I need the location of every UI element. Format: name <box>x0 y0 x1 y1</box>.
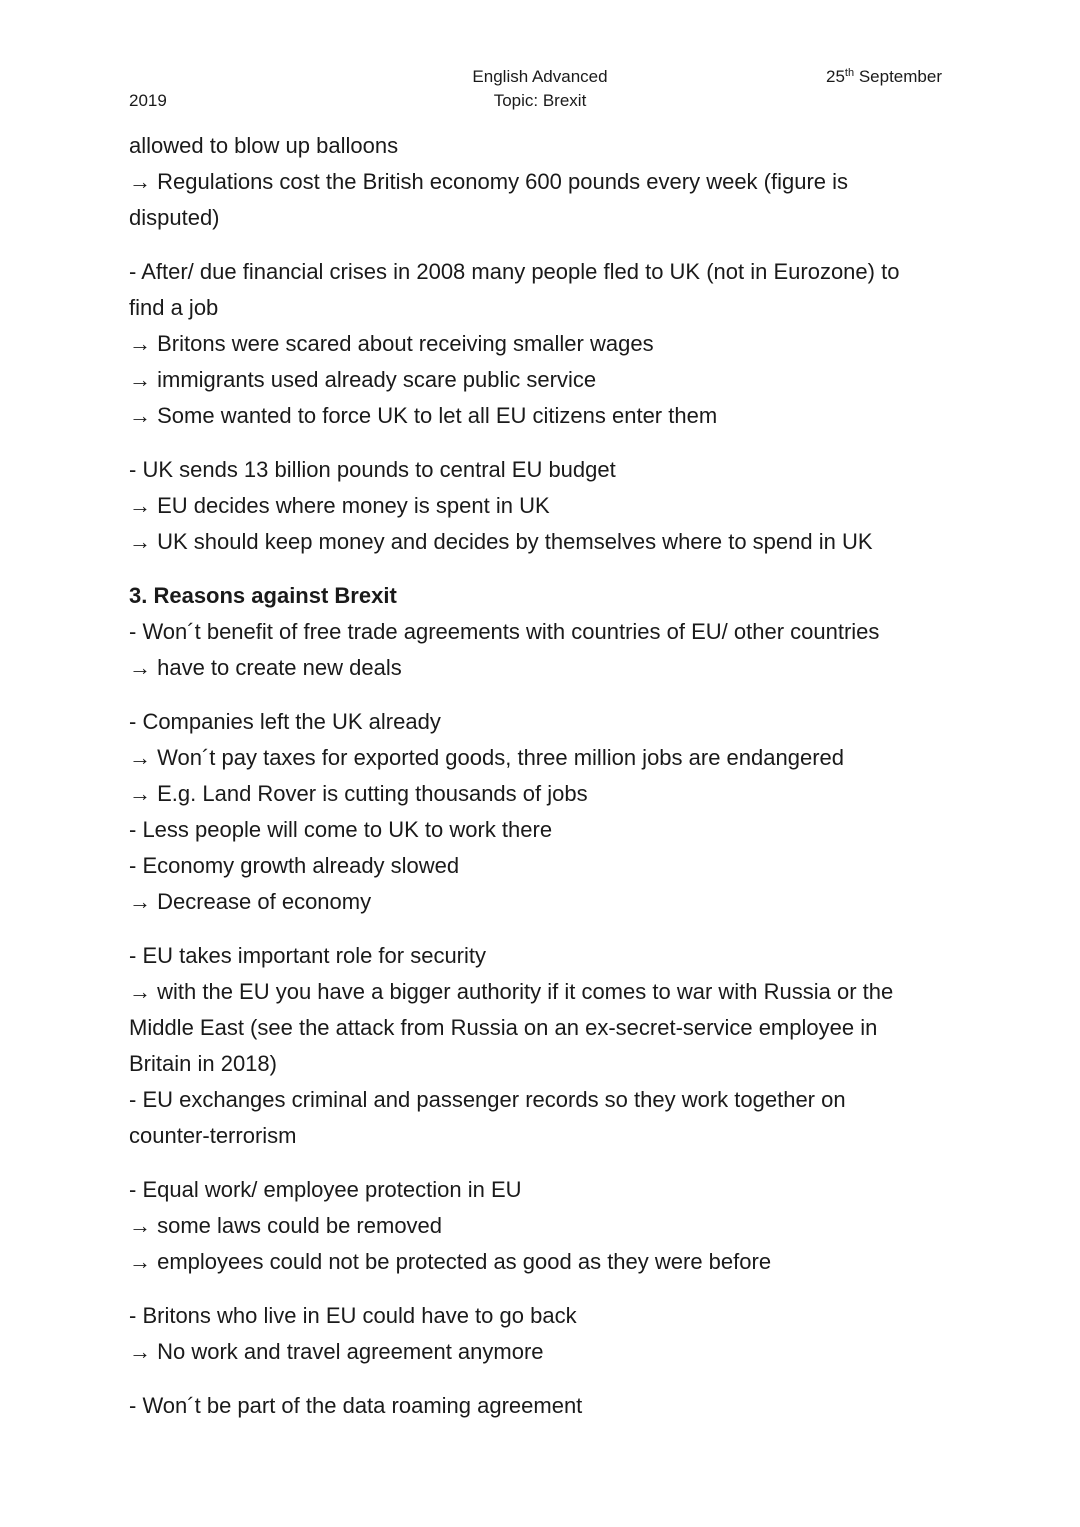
text-line: counter-terrorism <box>129 1123 297 1148</box>
header-year: 2019 <box>129 91 167 110</box>
document-body <box>129 128 959 1424</box>
text-line: find a job <box>129 295 219 320</box>
text-line: → E.g. Land Rover is cutting thousands of jobs <box>129 781 588 806</box>
text-line: → UK should keep money and decides by themselves where to spend in UK <box>129 529 873 554</box>
text-line: Britain in 2018) <box>129 1051 277 1076</box>
text-line: → some laws could be removed <box>129 1213 443 1238</box>
date-month: September <box>854 67 942 86</box>
text-line: - Britons who live in EU could have to go back <box>129 1303 577 1328</box>
text-line: → EU decides where money is spent in UK <box>129 493 550 518</box>
header-title <box>440 65 640 113</box>
text-line: - Won´t benefit of free trade agreements with countries of EU/ other countries <box>129 619 880 644</box>
text-line: - After/ due financial crises in 2008 many people fled to UK (not in Eurozone) to <box>129 259 900 284</box>
text-line: - Economy growth already slowed <box>129 853 460 878</box>
text-line: → immigrants used already scare public service <box>129 367 597 392</box>
text-line: - Less people will come to UK to work there <box>129 817 553 842</box>
text-line: → Decrease of economy <box>129 889 372 914</box>
text-line: disputed) <box>129 205 220 230</box>
text-line: - Won´t be part of the data roaming agreement <box>129 1393 583 1418</box>
text-line: → with the EU you have a bigger authority if it comes to war with Russia or the <box>129 979 894 1004</box>
text-line: → Regulations cost the British economy 600 pounds every week (figure is <box>129 169 849 194</box>
text-line: → employees could not be protected as good as they were before <box>129 1249 772 1274</box>
date-suffix: th <box>844 67 855 79</box>
text-line: - UK sends 13 billion pounds to central EU budget <box>129 457 616 482</box>
date-day: 25 <box>826 67 845 86</box>
course-name: English Advanced <box>472 67 608 86</box>
topic-name: Topic: Brexit <box>493 91 587 110</box>
section-heading: 3. Reasons against Brexit <box>129 583 397 608</box>
text-line: → Some wanted to force UK to let all EU citizens enter them <box>129 403 718 428</box>
text-line: → Won´t pay taxes for exported goods, three million jobs are endangered <box>129 745 844 770</box>
text-line: - EU exchanges criminal and passenger records so they work together on <box>129 1087 846 1112</box>
text-line: - Companies left the UK already <box>129 709 441 734</box>
text-line: allowed to blow up balloons <box>129 133 399 158</box>
text-line: → Britons were scared about receiving smaller wages <box>129 331 654 356</box>
text-line: Middle East (see the attack from Russia on an ex-secret-service employee in <box>129 1015 878 1040</box>
text-line: → No work and travel agreement anymore <box>129 1339 544 1364</box>
text-line: - EU takes important role for security <box>129 943 487 968</box>
text-line: → have to create new deals <box>129 655 402 680</box>
header-date <box>826 65 942 89</box>
text-line: - Equal work/ employee protection in EU <box>129 1177 522 1202</box>
